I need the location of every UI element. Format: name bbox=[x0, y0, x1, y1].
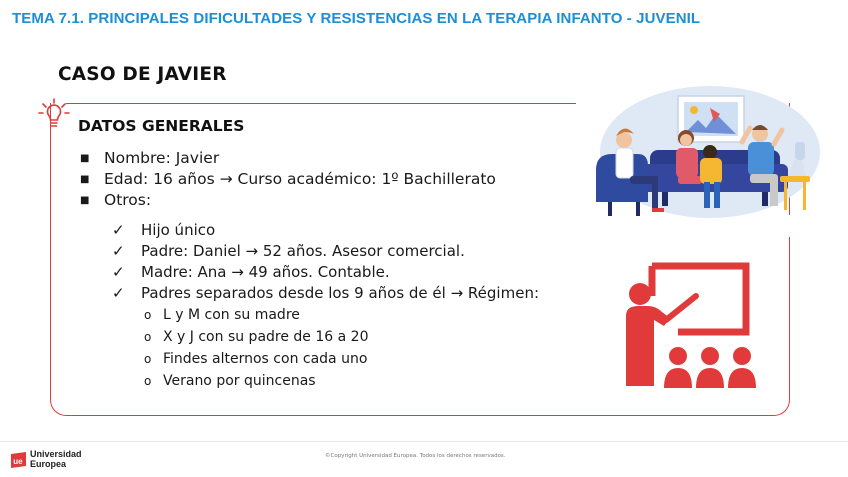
circle-bullet-icon: o bbox=[144, 308, 152, 322]
circle-bullet-icon: o bbox=[144, 352, 152, 366]
square-bullet-icon: ■ bbox=[80, 195, 90, 206]
family-therapy-illustration bbox=[590, 80, 822, 220]
circle-bullet-icon: o bbox=[144, 374, 152, 388]
list-item: ✓ Padre: Daniel → 52 años. Asesor comercial. bbox=[112, 242, 465, 260]
footer-divider bbox=[0, 441, 848, 442]
teacher-presentation-icon bbox=[622, 262, 762, 392]
circle-bullet-icon: o bbox=[144, 330, 152, 344]
case-title: CASO DE JAVIER bbox=[58, 64, 227, 85]
checkmark-icon: ✓ bbox=[112, 284, 125, 302]
university-logo-text: Universidad Europea bbox=[30, 449, 82, 469]
list-item: o Findes alternos con cada uno bbox=[144, 351, 368, 367]
checkmark-icon: ✓ bbox=[112, 221, 125, 239]
list-item: ■ Nombre: Javier bbox=[80, 149, 220, 167]
checkmark-icon: ✓ bbox=[112, 263, 125, 281]
list-item: o Verano por quincenas bbox=[144, 373, 316, 389]
list-item: ■ Edad: 16 años → Curso académico: 1º Bachillerato bbox=[80, 170, 496, 188]
list-item: ■ Otros: bbox=[80, 191, 152, 209]
lightbulb-icon bbox=[38, 97, 70, 131]
svg-text:ue: ue bbox=[13, 457, 23, 466]
list-item: ✓ Hijo único bbox=[112, 221, 216, 239]
copyright-notice: ©Copyright Universidad Europea. Todos los derechos reservados. bbox=[325, 453, 506, 459]
course-topic-title: TEMA 7.1. PRINCIPALES DIFICULTADES Y RESISTENCIAS EN LA TERAPIA INFANTO - JUVENIL bbox=[12, 10, 701, 27]
square-bullet-icon: ■ bbox=[80, 153, 90, 164]
university-logo bbox=[11, 452, 26, 468]
checkmark-icon: ✓ bbox=[112, 242, 125, 260]
list-item: o X y J con su padre de 16 a 20 bbox=[144, 329, 369, 345]
card-top-divider bbox=[66, 103, 576, 104]
list-item: ✓ Padres separados desde los 9 años de él → Régimen: bbox=[112, 284, 539, 302]
list-item: ✓ Madre: Ana → 49 años. Contable. bbox=[112, 263, 390, 281]
list-item: o L y M con su madre bbox=[144, 307, 300, 323]
square-bullet-icon: ■ bbox=[80, 174, 90, 185]
section-title: DATOS GENERALES bbox=[78, 117, 245, 135]
